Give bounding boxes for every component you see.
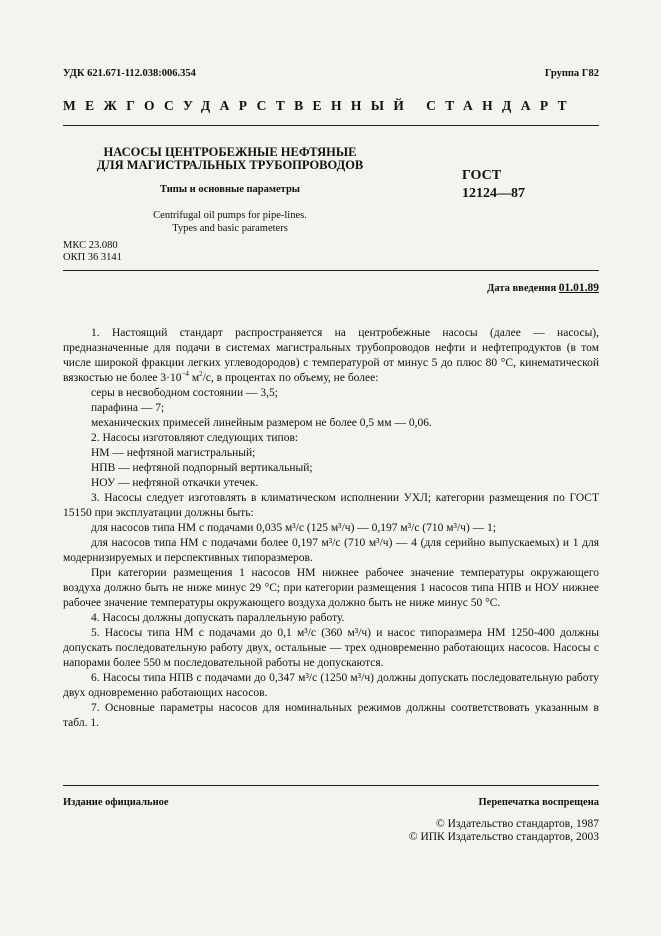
standard-type-heading: МЕЖГОСУДАРСТВЕННЫЙ СТАНДАРТ [63,98,577,113]
classification-codes [63,240,122,264]
english-title-line-1: Centrifugal oil pumps for pipe-lines. [153,210,307,221]
paragraph-6: 6. Насосы типа НПВ с подачами до 0,347 м³/с (1250 м³/ч) должны допускать последовательную работу двух одновременно работающих насосов. [63,672,599,699]
classification-rule [63,270,599,271]
gost-number: 12124—87 [462,186,525,201]
paragraph-1-unit-exponent: 2 [199,370,203,379]
english-title [95,209,365,235]
document-title [95,146,365,172]
paragraph-1-text: 1. Настоящий стандарт распространяется на центробежные насосы (далее — насосы), предназначенные для подачи в системах магистральных трубопроводов нефти и нефтепродуктов (в том числе широкой фракции легких углеводородов) с температурой от минус 5 до плюс 80 °С, кинематической вязкостью не более 3·10 [63,327,599,384]
paragraph-1 [63,326,599,386]
okp-code: ОКП 36 3141 [63,252,122,263]
list-item-sulfur: серы в несвободном состоянии — 3,5; [91,387,278,399]
list-item-nou: НОУ — нефтяной откачки утечек. [91,477,259,489]
list-item-mechanical: механических примесей линейным размером не более 0,5 мм — 0,06. [91,417,432,429]
paragraph-4: 4. Насосы должны допускать параллельную работу. [91,612,345,624]
copyright-line-2: © ИПК Издательство стандартов, 2003 [408,831,599,843]
official-edition-label: Издание официальное [63,797,169,808]
document-body [63,326,599,731]
paragraph-5: 5. Насосы типа НМ с подачами до 0,1 м³/с (360 м³/ч) и насос типоразмера НМ 1250-400 должны допускать последовательную работу двух, остальные — трех одновременно работающих насосов. Насосы с напорами более 550 м последовательной работы не допускаются. [63,627,599,669]
header-rule [63,125,599,126]
footer-rule [63,785,599,786]
paragraph-3: 3. Насосы следует изготовлять в климатическом исполнении УХЛ; категории размещения по ГОСТ 15150 при эксплуатации должны быть: [63,492,599,519]
paragraph-3-climate: При категории размещения 1 насосов НМ нижнее рабочее значение температуры окружающего воздуха должно быть не ниже минус 29 °С; при категории размещения 1 насосов типа НПВ и НОУ нижнее рабочее значение температуры окружающего воздуха должно быть не ниже минус 50 °С. [63,567,599,609]
title-line-2: ДЛЯ МАГИСТРАЛЬНЫХ ТРУБОПРОВОДОВ [96,158,364,172]
paragraph-2: 2. Насосы изготовляют следующих типов: [91,432,299,444]
effective-date-label: Дата введения [487,283,557,294]
gost-label: ГОСТ [462,168,502,183]
paragraph-1-tail: /с, в процентах по объему, не более: [202,372,379,384]
english-title-line-2: Types and basic parameters [172,223,288,234]
group-code: Группа Г82 [544,68,599,79]
list-item-paraffin: парафина — 7; [91,402,165,414]
paragraph-3-item-a: для насосов типа НМ с подачами 0,035 м³/с (125 м³/ч) — 0,197 м³/с (710 м³/ч) — 1; [91,522,496,534]
paragraph-1-exponent: −4 [181,370,189,379]
gost-designation [462,167,525,203]
reprint-notice: Перепечатка воспрещена [478,797,599,808]
effective-date-value: 01.01.89 [558,282,599,294]
paragraph-7: 7. Основные параметры насосов для номинальных режимов должны соответствовать указанным в табл. 1. [63,702,599,729]
effective-date [487,282,599,294]
title-line-1: НАСОСЫ ЦЕНТРОБЕЖНЫЕ НЕФТЯНЫЕ [103,145,357,159]
paragraph-3-item-b: для насосов типа НМ с подачами более 0,197 м³/с (710 м³/ч) — 4 (для серийно выпускаемых) и 1 для модернизируемых и перспективных типоразмеров. [63,537,599,564]
mks-code: МКС 23.080 [63,240,118,251]
copyright-line-1: © Издательство стандартов, 1987 [435,818,599,830]
copyright-block [409,818,599,844]
document-subtitle: Типы и основные параметры [159,184,301,195]
list-item-nm: НМ — нефтяной магистральный; [91,447,256,459]
udk-code: УДК 621.671-112.038:006.354 [63,68,196,79]
paragraph-1-unit: м [188,372,200,384]
list-item-npv: НПВ — нефтяной подпорный вертикальный; [91,462,313,474]
